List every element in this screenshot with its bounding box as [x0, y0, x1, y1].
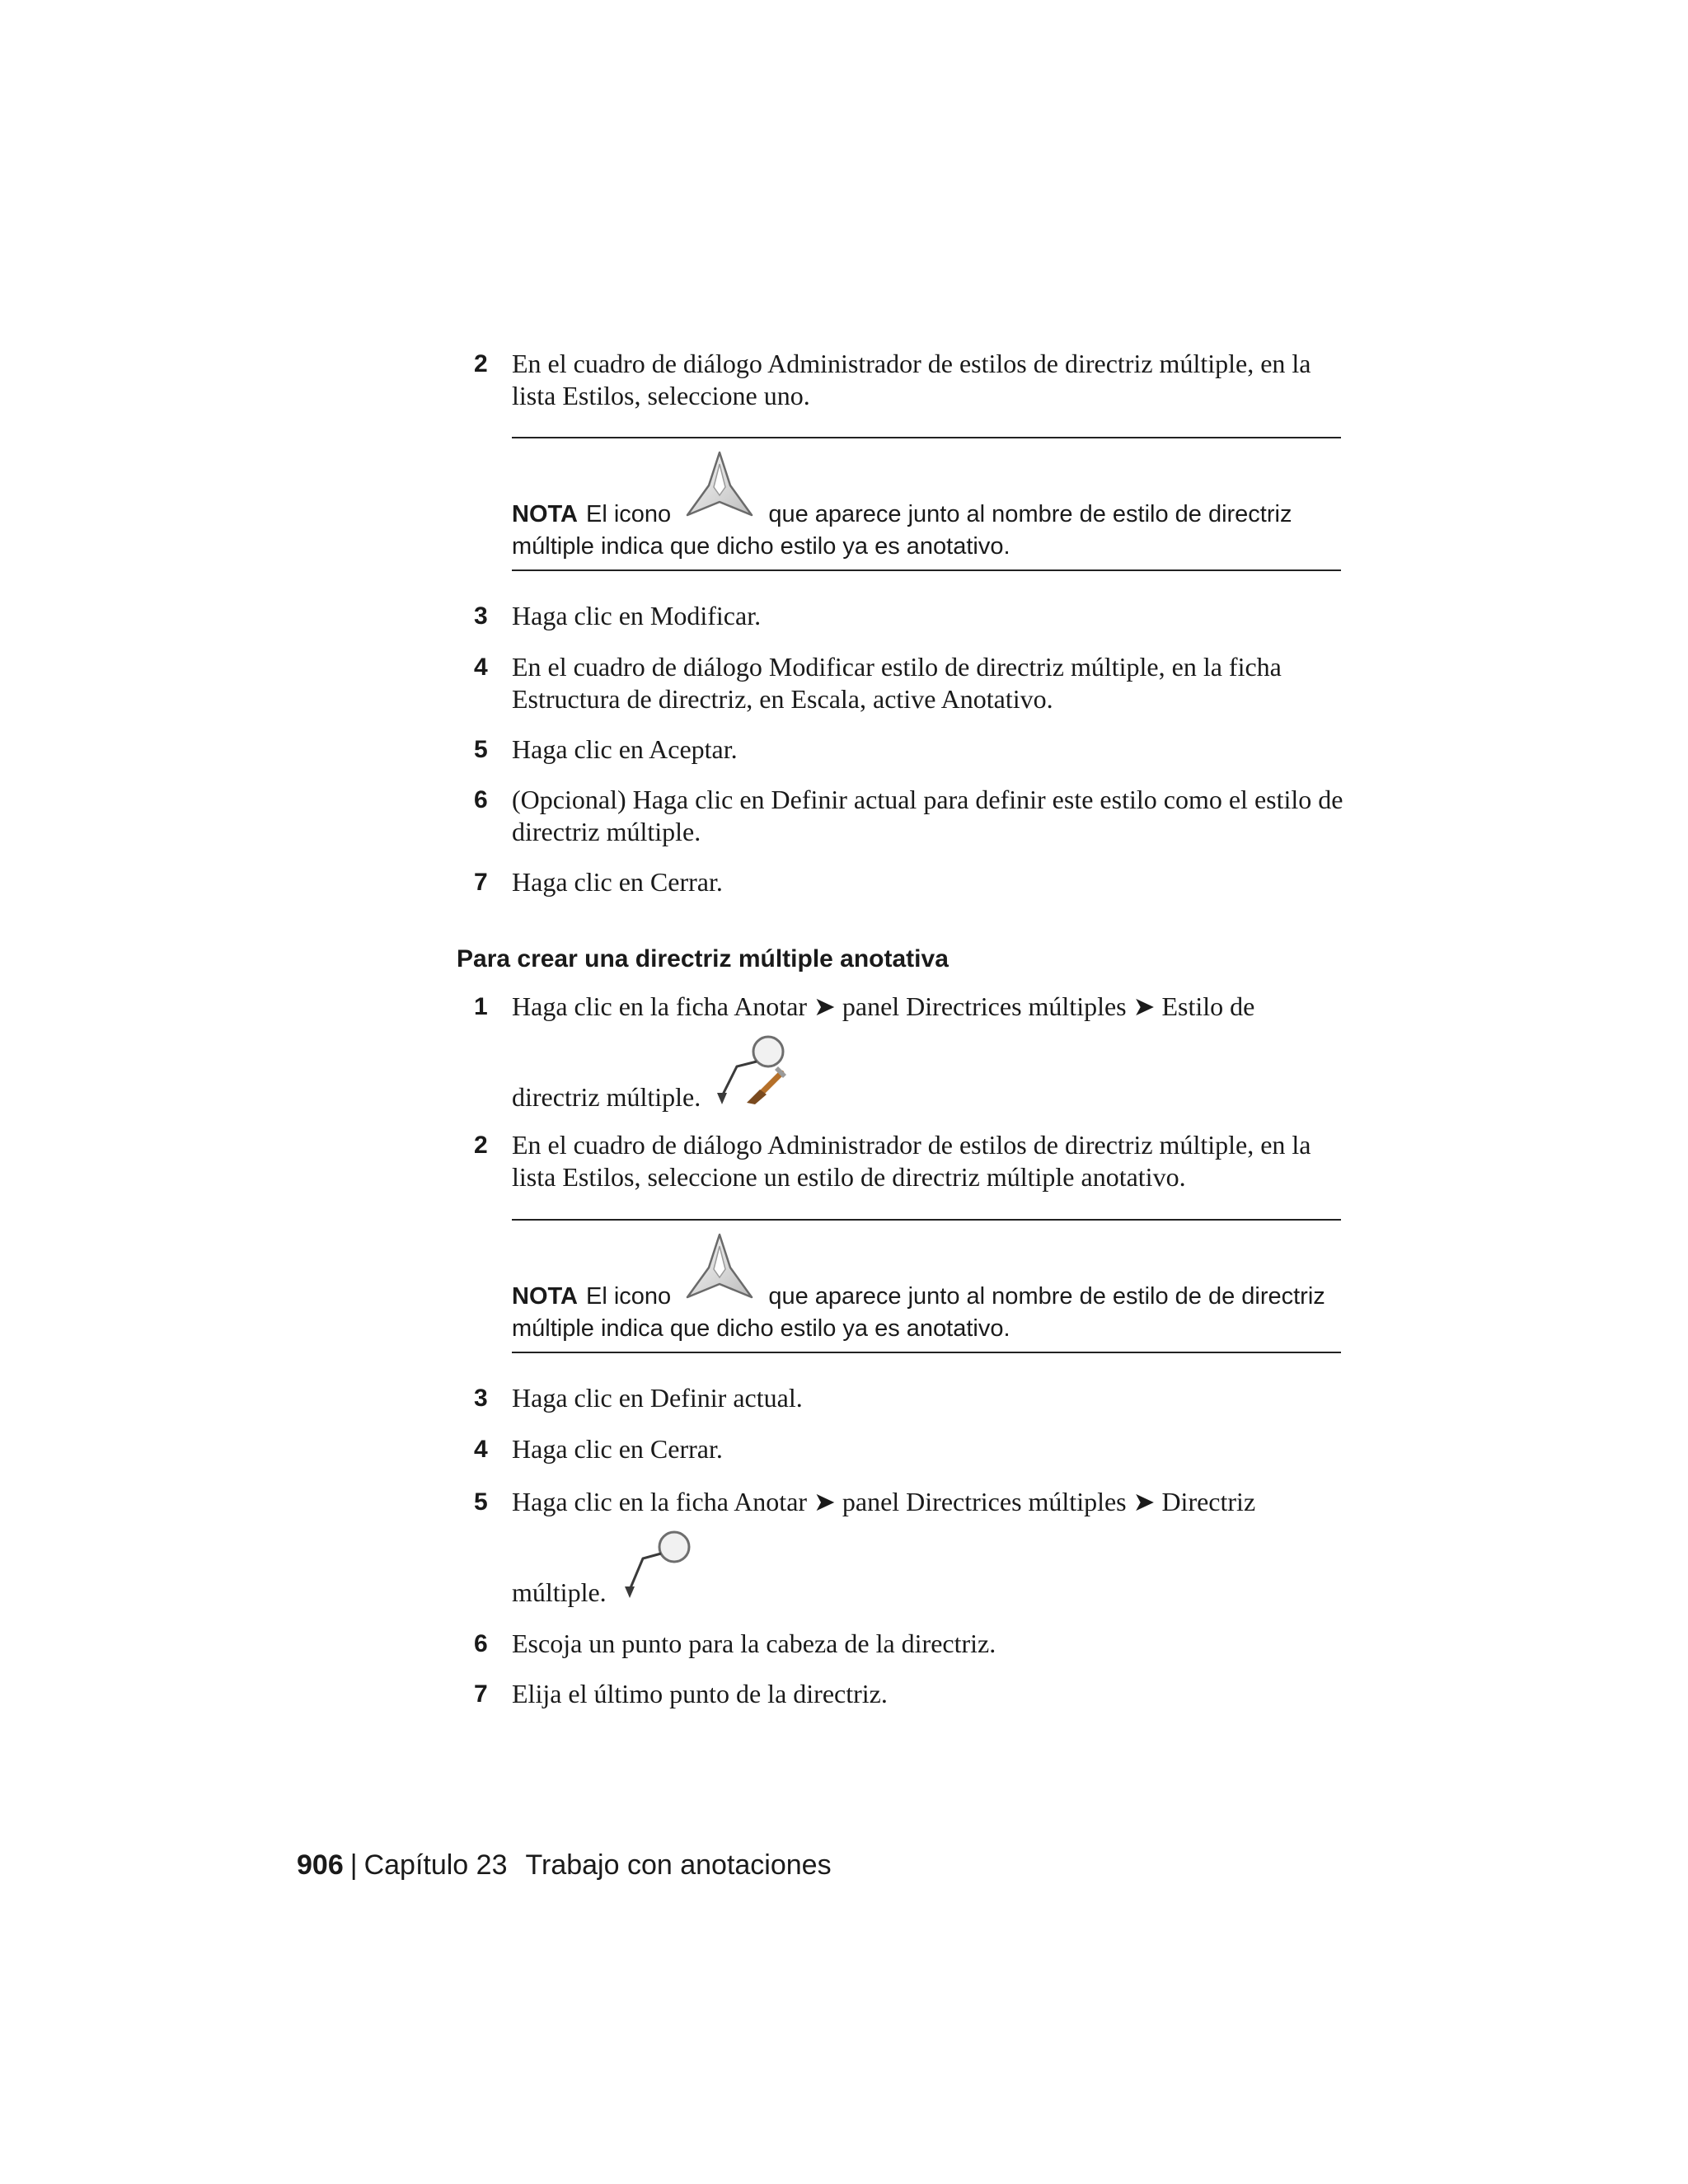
note-top-rule	[512, 1219, 1341, 1221]
note-keyword: NOTA	[512, 1283, 579, 1310]
step-text: (Opcional) Haga clic en Definir actual para definir este estilo como el estilo de directriz múltiple.	[512, 785, 1343, 846]
step-text: Haga clic en Modificar.	[512, 601, 762, 630]
step-text: Haga clic en Cerrar.	[512, 867, 723, 897]
list-item	[474, 1382, 1343, 1414]
step-number: 2	[474, 350, 488, 377]
note-box	[512, 449, 1344, 563]
step-number: 5	[474, 1488, 488, 1516]
note-line-2: múltiple indica que dicho estilo ya es anotativo.	[512, 1315, 1010, 1342]
step-number: 1	[474, 993, 488, 1020]
annotative-icon	[684, 1231, 755, 1313]
list-item	[474, 866, 1343, 898]
step-text: Haga clic en la ficha Anotar ➤ panel Directrices múltiples ➤ Estilo de	[512, 991, 1255, 1021]
step-text: En el cuadro de diálogo Administrador de estilos de directriz múltiple, en la lista Estilos, seleccione uno.	[512, 349, 1311, 410]
step-text: Escoja un punto para la cabeza de la directriz.	[512, 1629, 996, 1658]
step-text: En el cuadro de diálogo Modificar estilo de directriz múltiple, en la ficha Estructura de directriz, en Escala, active Anotativo.	[512, 652, 1282, 714]
list-item	[474, 784, 1343, 848]
step-text: Elija el último punto de la directriz.	[512, 1679, 888, 1708]
step-number: 6	[474, 786, 488, 813]
list-item-continuation	[474, 1529, 1343, 1609]
step-text-line-2: múltiple.	[512, 1577, 607, 1607]
note-line-1	[512, 1231, 1344, 1313]
step-number: 4	[474, 1436, 488, 1463]
list-item	[474, 1129, 1343, 1193]
step-text: Haga clic en Aceptar.	[512, 734, 738, 764]
list-item	[474, 1486, 1343, 1518]
list-item	[474, 1678, 1343, 1710]
step-number: 3	[474, 1385, 488, 1412]
step-text: Haga clic en Definir actual.	[512, 1383, 803, 1413]
note-text-after: que aparece junto al nombre de estilo de directriz	[768, 501, 1292, 527]
section-heading: Para crear una directriz múltiple anotativa	[457, 945, 949, 972]
step-number: 6	[474, 1630, 488, 1657]
step-text-line-2: directriz múltiple.	[512, 1082, 701, 1112]
note-text-before: El icono	[586, 501, 672, 527]
annotative-icon	[684, 449, 755, 531]
list-item-continuation	[474, 1033, 1343, 1113]
step-text: Haga clic en la ficha Anotar ➤ panel Directrices múltiples ➤ Directriz	[512, 1487, 1256, 1516]
note-keyword: NOTA	[512, 501, 579, 527]
note-bottom-rule	[512, 569, 1341, 571]
note-top-rule	[512, 437, 1341, 438]
list-item	[474, 651, 1343, 715]
step-text-continuation	[512, 1033, 1343, 1113]
note-line-1	[512, 449, 1344, 531]
step-text-continuation	[512, 1529, 1343, 1609]
chapter-title: Trabajo con anotaciones	[525, 1849, 832, 1881]
step-number: 2	[474, 1132, 488, 1159]
step-number: 7	[474, 1680, 488, 1708]
step-number: 4	[474, 654, 488, 681]
step-number: 7	[474, 869, 488, 896]
note-text-after: que aparece junto al nombre de estilo de de directriz	[768, 1283, 1325, 1310]
note-line-2: múltiple indica que dicho estilo ya es anotativo.	[512, 533, 1010, 560]
chapter-label: Capítulo 23	[363, 1849, 508, 1881]
step-text: Haga clic en Cerrar.	[512, 1434, 723, 1464]
step-text: En el cuadro de diálogo Administrador de estilos de directriz múltiple, en la lista Estilos, seleccione un estilo de directriz múltiple anotativo.	[512, 1130, 1311, 1192]
list-item	[474, 348, 1343, 412]
note-text-before: El icono	[586, 1283, 672, 1310]
step-number: 3	[474, 602, 488, 630]
list-item	[474, 991, 1343, 1023]
list-item	[474, 733, 1343, 766]
page-number: 906	[297, 1849, 344, 1881]
multileader-icon	[620, 1529, 697, 1609]
multileader-style-icon	[714, 1033, 791, 1113]
step-number: 5	[474, 736, 488, 763]
list-item	[474, 1433, 1343, 1465]
note-bottom-rule	[512, 1352, 1341, 1353]
footer-separator: |	[349, 1849, 358, 1881]
page-footer	[297, 1849, 832, 1882]
note-box	[512, 1231, 1344, 1345]
list-item	[474, 600, 1343, 632]
list-item	[474, 1628, 1343, 1660]
